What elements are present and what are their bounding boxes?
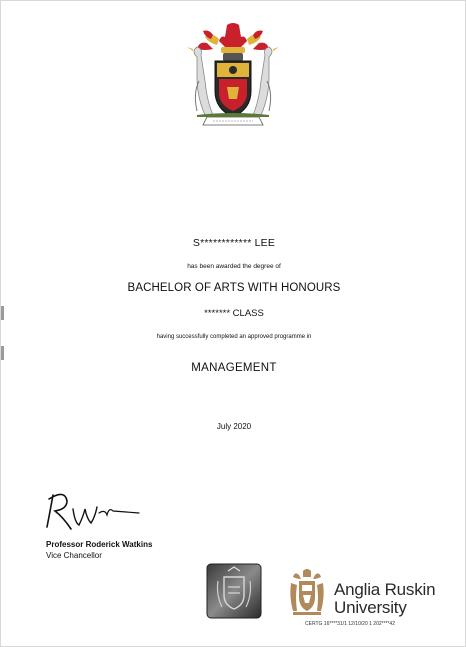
subject-title: MANAGEMENT	[191, 362, 277, 374]
award-date: July 2020	[216, 422, 252, 431]
university-crest-logo-icon	[287, 567, 327, 617]
recipient-name: S************ LEE	[192, 237, 276, 249]
signature-graphic	[43, 487, 143, 533]
degree-class: ******* CLASS	[204, 308, 264, 319]
hologram-seal-icon	[206, 563, 262, 619]
coat-of-arms-icon	[183, 21, 283, 129]
awarded-text: has been awarded the degree of	[187, 263, 281, 270]
university-name-line2: University	[334, 598, 407, 617]
completed-text: having successfully completed an approved programme in	[156, 334, 312, 340]
certificate-code: CERTG 16****31/1 12/10/20 1 202****42	[305, 621, 395, 627]
degree-title: BACHELOR OF ARTS WITH HONOURS	[127, 282, 341, 294]
signatory-name: Professor Roderick Watkins	[46, 540, 153, 549]
university-name-line1: Anglia Ruskin	[334, 580, 436, 599]
page-edge-mark	[1, 346, 4, 360]
signatory-title: Vice Chancellor	[46, 551, 102, 560]
